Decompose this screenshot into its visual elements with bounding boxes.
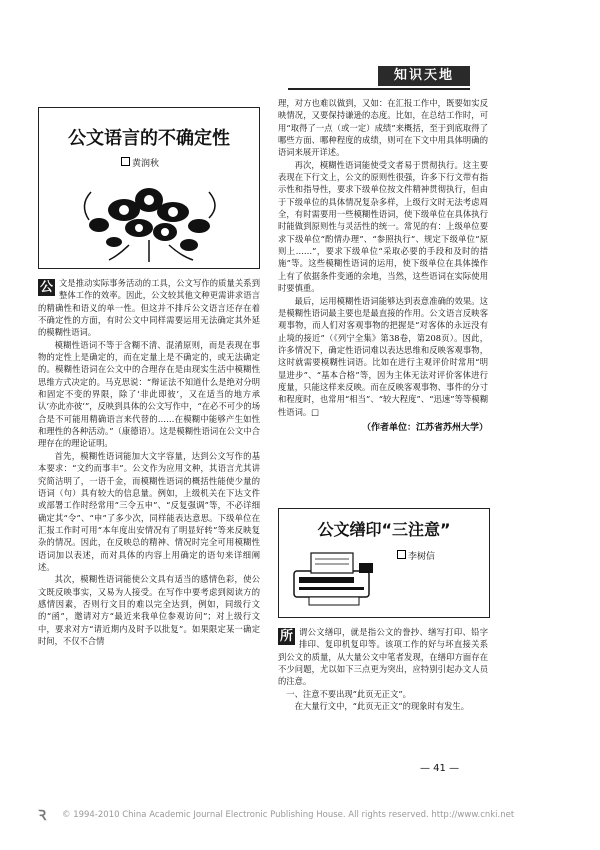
article1-para4: 其次，模糊性语词能使公文具有适当的感情色彩，使公文既反映事实，又易为人接受。在写作中要考虑到阅读方的感情因素，否则行文目的难以完全达到，例如，同级行文的“函”，邀请对方“最近来我单位参观访问”；对上级行文中，要求对方“请近期内及时予以批复”。如果限定某一确定时间，不仅不合情 xyxy=(38,574,260,646)
footer-copyright: © 1994-2010 China Academic Journal Electronic Publishing House. All rights reserved. http://www.cnki.net xyxy=(62,810,515,820)
article1-para6: 再次，模糊性语词能使受文者易于贯彻执行。这主要表现在下行文上，公文的原则性很强，许多下行文带有指示性和指导性，要求下级单位按文件精神贯彻执行，但由于下级单位的具体情况复杂多样，上级行文时无法考虑周全，有时需要用一些模糊性语词，使下级单位在具体执行时能做到原则性与灵活性的统一。常见的有：上级单位要求下级单位“酌情办理”、“参照执行”、规定下级单位“原则上……”，要求下级单位“采取必要的手段和及时的措施”等。这些模糊性语词的运用，使下级单位在具体操作上有了依据条件变通的余地，当然，这些语词在实际使用时要慎重。 xyxy=(278,159,488,294)
section-tag: 知识天地 xyxy=(378,66,470,86)
section-rule xyxy=(288,88,470,90)
flower-illustration xyxy=(69,170,229,265)
footer-logo: Ꝛ xyxy=(38,808,47,824)
author-mark xyxy=(121,157,130,166)
article1-affiliation: （作者单位：江苏省苏州大学） xyxy=(361,422,488,433)
article1-para3: 首先，模糊性语词能加大文字容量，达到公文写作的基本要求：“文约而事丰”。公文作为应用文种，其语言尤其讲究简洁明了，一语千金，而模糊性语词的概括性能使少量的语词（句）具有较大的信息量。例如，上级机关在下达文件或部署工作时经常用“三令五申”、“反复强调”等，不必详细确定其“令”、“申”了多少次，同样能表达意思。下级单位在汇报工作时可用“本年度出安情况有了明显好转”等来反映复杂的情况。因此，在反映总的精神、情况时完全可用模糊性语词加以表述，而对具体的内容上用确定的语句来详细阐述。 xyxy=(38,450,260,572)
article1-para1-text: 文是推动实际事务活动的工具，公文写作的质量关系到整体工作的效率。因此，公文较其他文种更需讲求语言的精确性和语义的单一性。但这并不排斥公文语言还存在着不确定性的方面，有时公文中同样需要运用无法确定其外延的模糊性语词。 xyxy=(38,278,260,338)
article2-title: 公文缮印“三注意” xyxy=(317,520,451,539)
article1-author-name: 黄润秋 xyxy=(132,159,160,169)
end-mark: □ xyxy=(311,406,320,417)
article2-subhead: 一、注意不要出现“此页无正文”。 xyxy=(286,688,411,699)
article2-author xyxy=(397,549,435,562)
article1-para7-text: 最后，运用模糊性语词能够达到表意准确的效果。这是模糊性语词最主要也是最直接的作用。公文语言反映客观事物，而人们对客观事物的把握是“对客体的永远没有止境的接近”（《列宁全集》第38卷，第208页）。因此，许多情况下，确定性语词难以表达思维和反映客观事物，这时就需要模糊性词语。比如在进行主观评价时常用“明显进步”、“基本合格”等，因为主体无法对评价客体进行度量，只能这样来反映。而在反映客观事物、事件的分寸和程度时，也常用“相当”、“较大程度”、“迅速”等等模糊性语词。 xyxy=(278,295,488,417)
author-mark-2 xyxy=(397,550,406,559)
article1-author xyxy=(121,156,159,169)
article1-para1 xyxy=(38,277,260,339)
article1-para2: 模糊性语词不等于含糊不清、混淆原则，而是表现在事物的定性上是确定的，而在定量上是不确定的，或无法确定的。模糊性语词在公文中的合理存在是由现实生活中模糊性思维方式决定的。马克思说：“辩证法不知道什么是绝对分明和固定不变的界限，除了‘非此即彼’，又在适当的地方承认‘亦此亦彼’”，反映到具体的公文写作中，“在必不可少的场合是不可能用精确语言来代替的……在模糊中能够产生如性和理性的各种活动。”（康德语）。这是模糊性语词在公文中合理存在的理论证明。 xyxy=(38,339,260,449)
page-number: — 41 — xyxy=(420,763,460,774)
article2-para1-text: 谓公文缮印，就是指公文的誊抄、缮写打印、铅字排印、复印机复印等。该项工作的好与坏直接关系到公文的质量，从大量公文中笔者发现，在缮印方面存在不少问题，尤以如下三点更为突出，应特别引起办文人员的注意。 xyxy=(278,627,488,687)
article1-col2 xyxy=(278,97,488,433)
dropcap-gong: 公 xyxy=(39,280,53,295)
printer-illustration xyxy=(289,549,379,609)
article2-author-name: 李树信 xyxy=(408,552,436,562)
article2-title-box xyxy=(278,508,490,618)
dropcap-suo: 所 xyxy=(279,629,293,644)
article1-title: 公文语言的不确定性 xyxy=(68,128,230,149)
article1-col1 xyxy=(38,277,260,647)
article2-para2: 在大量行文中，“此页无正文”的现象时有发生。 xyxy=(294,701,470,712)
article1-para7 xyxy=(278,295,488,418)
article2-para1 xyxy=(278,626,488,688)
article2-body xyxy=(278,626,488,712)
article1-para5: 理，对方也难以做到，又如：在汇报工作中，既要如实反映情况，又要保持谦逊的态度。比如，在总结工作时，可用“取得了一点（或一定）成绩”来概括，至于到底取得了哪些方面、哪种程度的成绩，则可在下文中用具体明确的语词来展开详述。 xyxy=(278,98,488,158)
article1-title-box xyxy=(38,107,260,269)
